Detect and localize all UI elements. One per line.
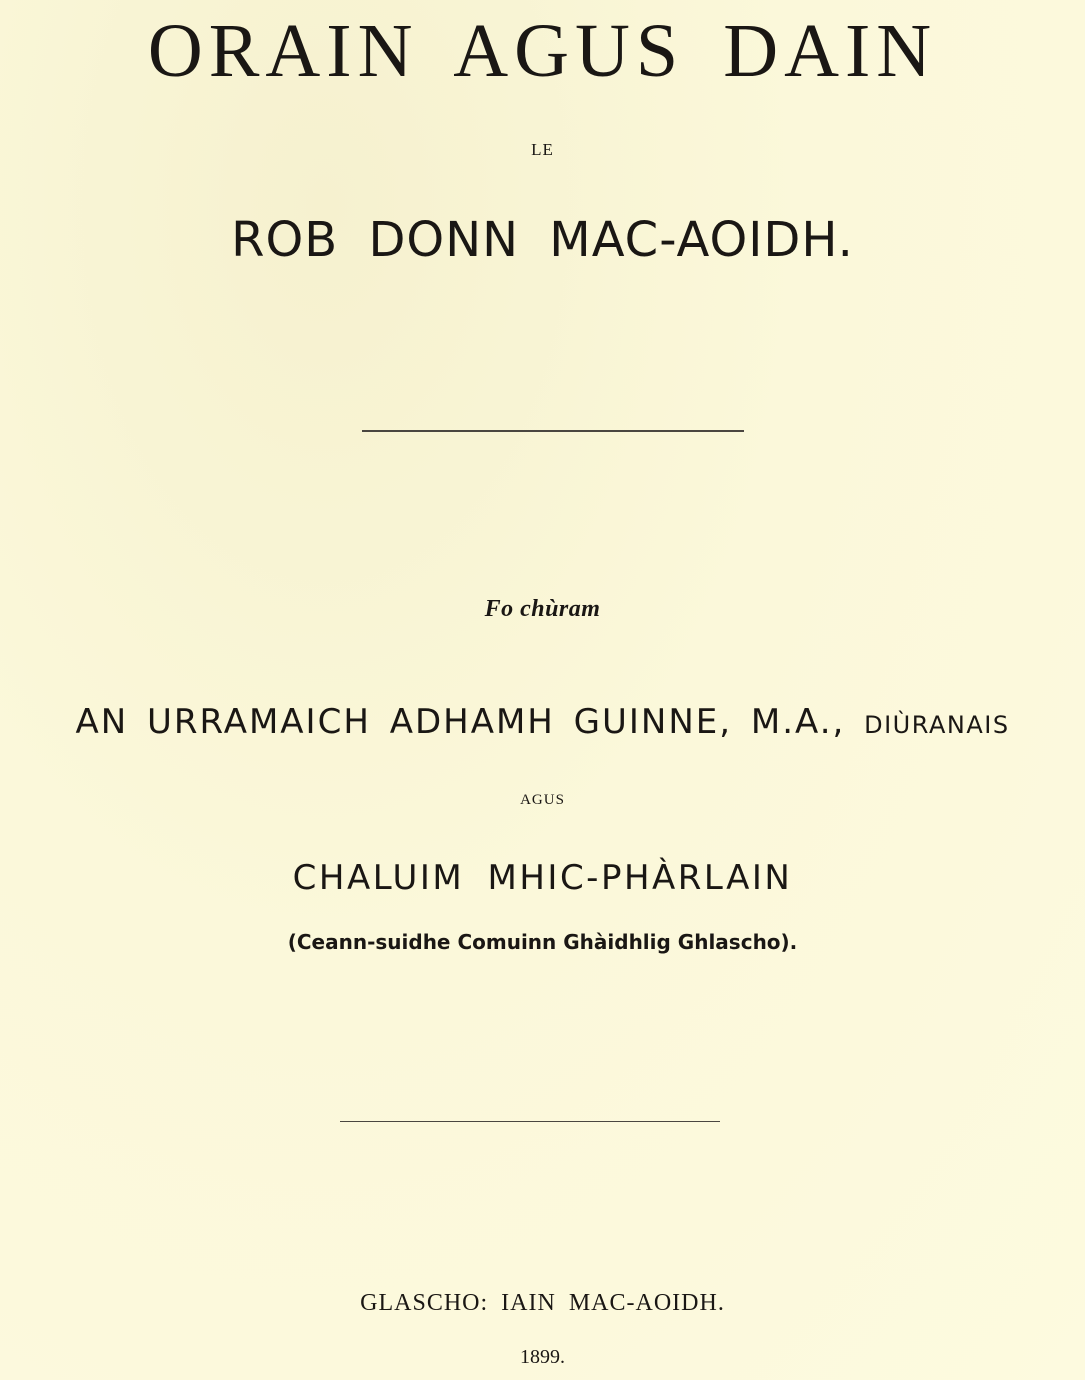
and-line: AGUS [520, 792, 565, 808]
care-of-line: Fo chùram [484, 596, 601, 622]
second-editor-role: (Ceann-suidhe Comuinn Ghàidhlig Ghlascho). [287, 930, 798, 954]
second-editor-name: CHALUIM MHIC-PHÀRLAIN [292, 858, 793, 898]
first-editor [0, 702, 1085, 742]
divider-rule [340, 1121, 720, 1122]
publication-year: 1899. [520, 1346, 565, 1368]
imprint: GLASCHO: IAIN MAC-AOIDH. [360, 1290, 725, 1316]
by-line: LE [531, 140, 554, 159]
divider-rule [362, 430, 744, 432]
first-editor-role: DIÙRANAIS [864, 711, 1010, 739]
book-title: ORAIN AGUS DAIN [147, 9, 938, 93]
first-editor-name: AN URRAMAICH ADHAMH GUINNE, M.A., [75, 702, 846, 742]
author-name: ROB DONN MAC-AOIDH. [231, 212, 854, 268]
